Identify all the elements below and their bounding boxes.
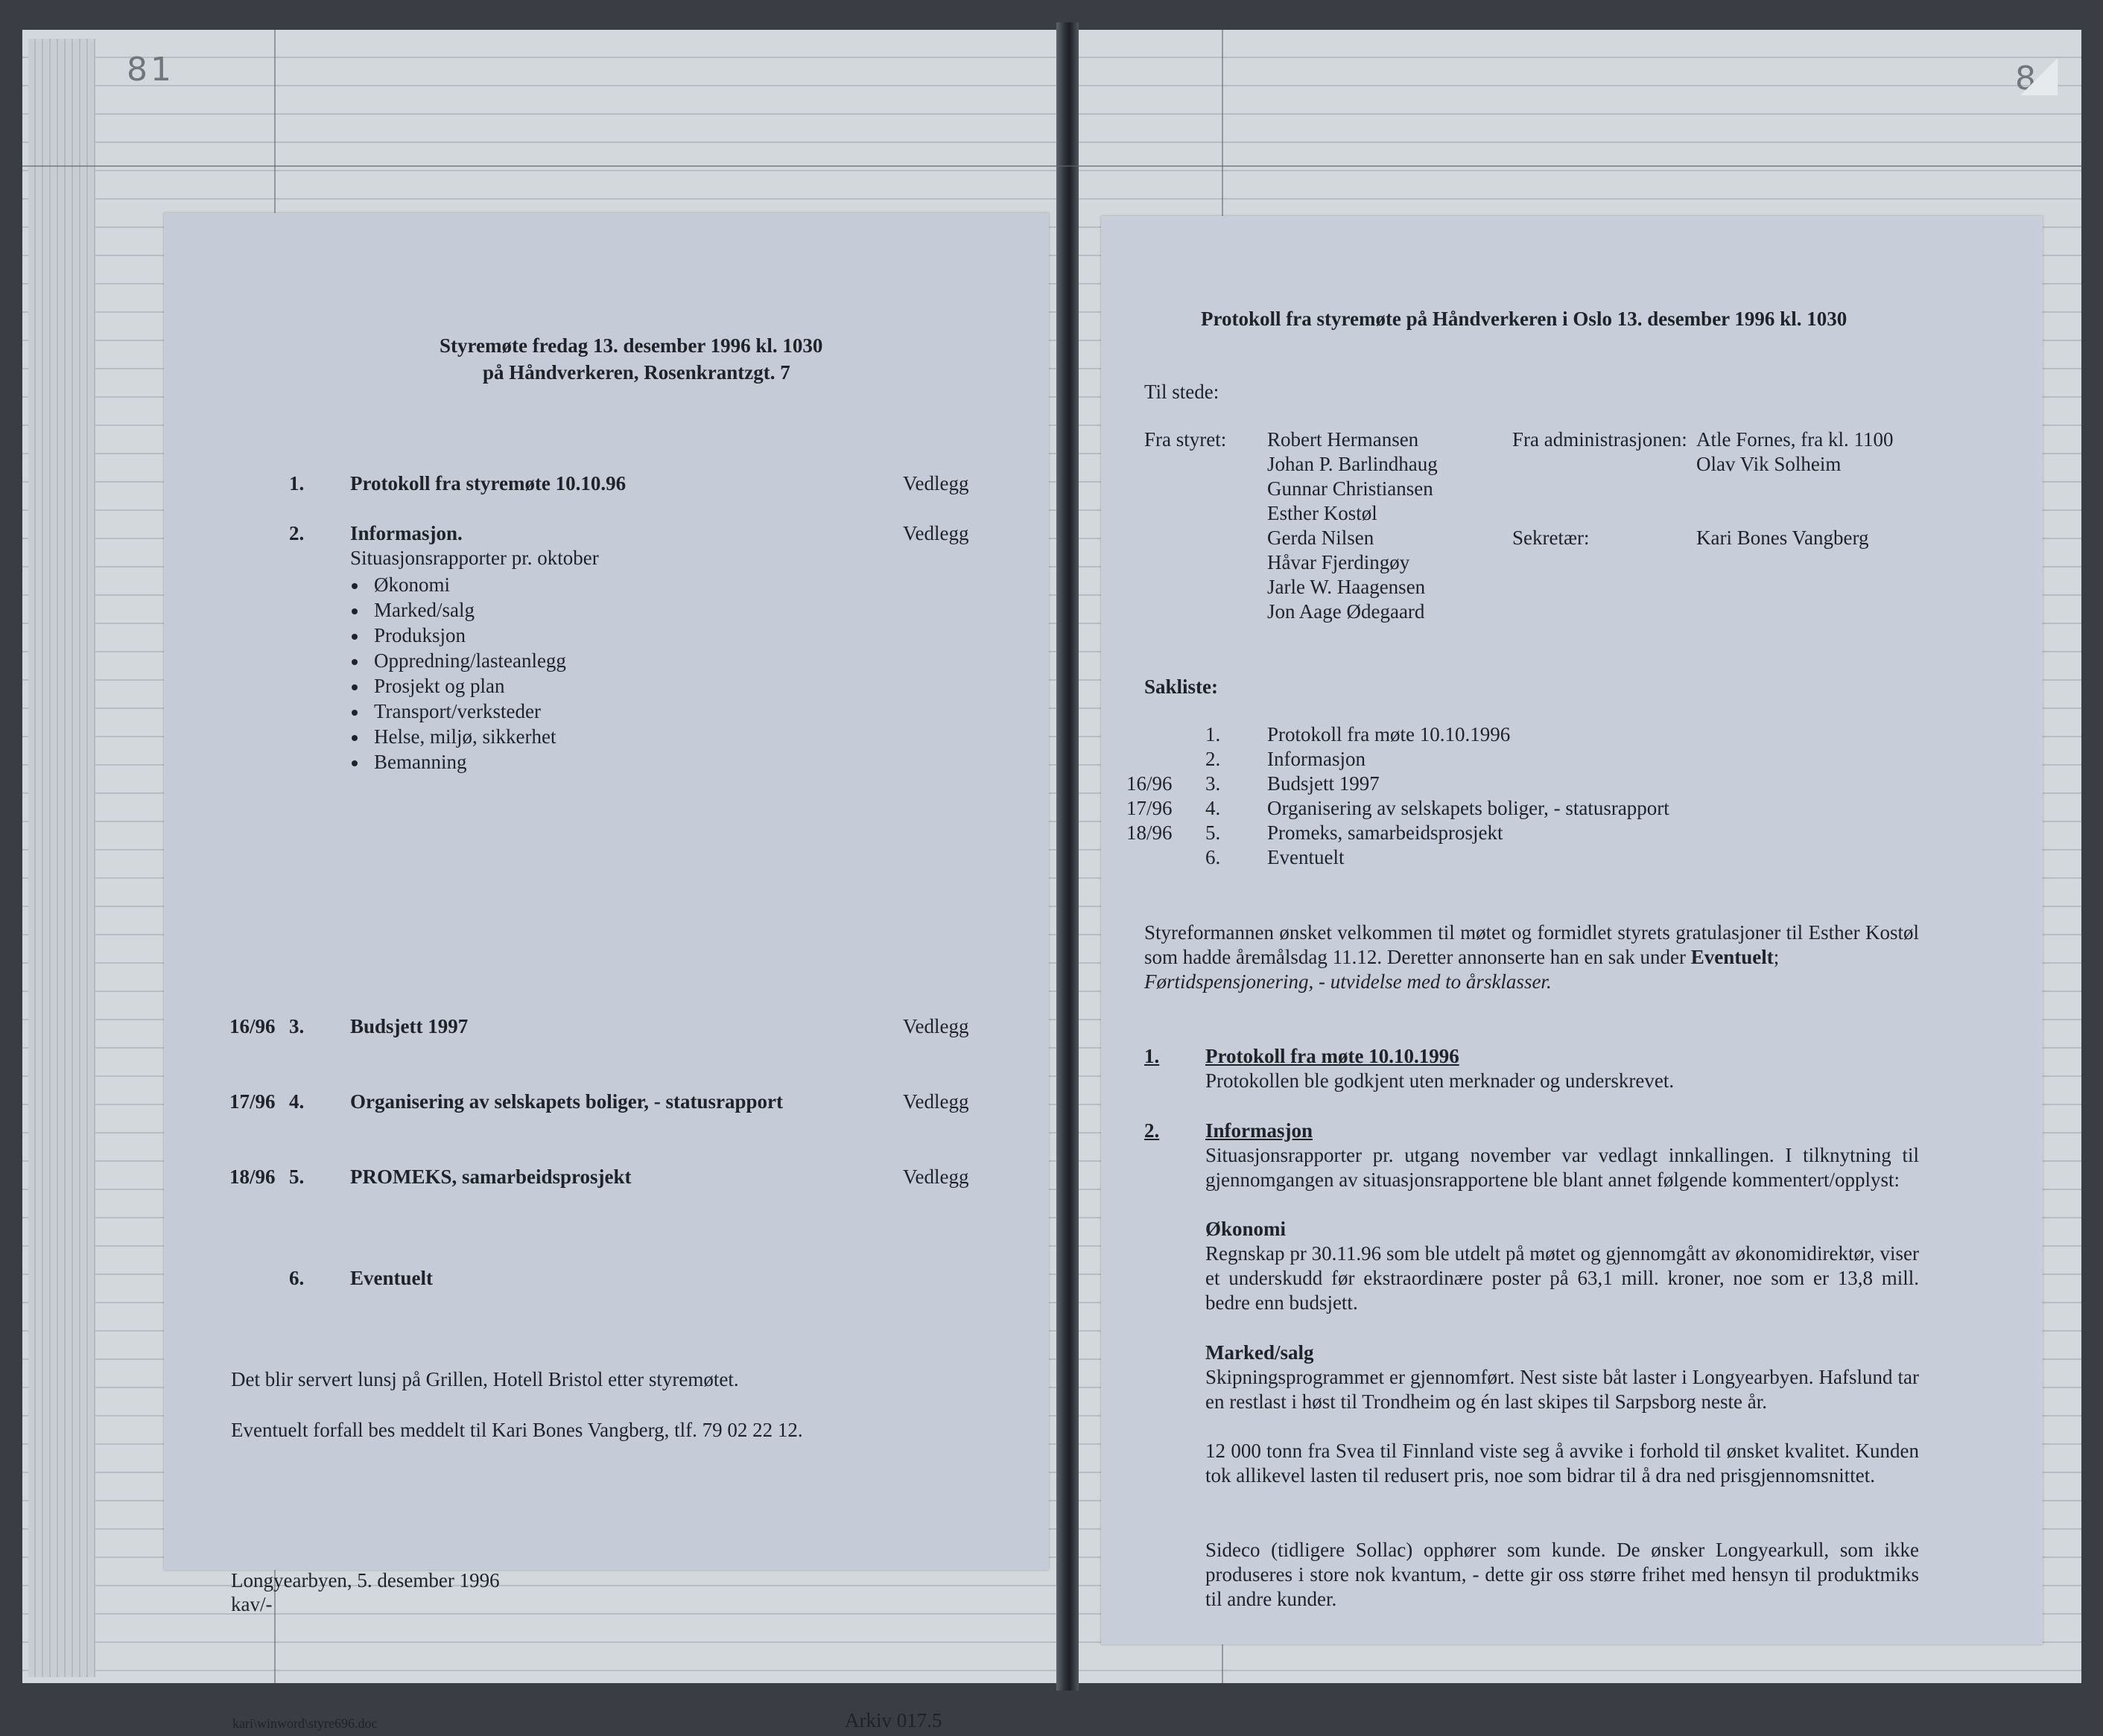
page-number-right: 8	[2015, 60, 2039, 98]
board-member: Robert Hermansen	[1267, 428, 1419, 451]
agenda-attachment-note: Vedlegg	[903, 1090, 969, 1113]
bullet-item: Produksjon	[350, 623, 566, 648]
page-number-left: 81	[127, 51, 174, 89]
folded-corner	[2020, 58, 2058, 95]
board-member: Esther Kostøl	[1267, 502, 1377, 524]
economy-heading: Økonomi	[1205, 1218, 1287, 1240]
notice-title-line2: på Håndverkeren, Rosenkrantzgt. 7	[483, 361, 790, 384]
bullet-item: Økonomi	[350, 572, 566, 597]
bullet-item: Transport/verksteder	[350, 699, 566, 724]
book-spine	[1056, 22, 1079, 1691]
secretary-name: Kari Bones Vangberg	[1696, 527, 1869, 549]
board-member: Johan P. Barlindhaug	[1267, 453, 1438, 475]
section-1-num: 1.	[1144, 1045, 1160, 1067]
bullet-item: Marked/salg	[350, 597, 566, 623]
agenda-num: 6.	[289, 1267, 305, 1289]
agenda-label: Sakliste:	[1144, 675, 1219, 698]
admin-member: Olav Vik Solheim	[1696, 453, 1842, 475]
page-edges	[28, 39, 95, 1677]
bullet-item: Helse, miljø, sikkerhet	[350, 724, 566, 749]
lunch-note: Det blir servert lunsj på Grillen, Hotell Bristol etter styremøtet.	[231, 1368, 739, 1390]
info-bullet-list	[350, 572, 566, 775]
absence-note: Eventuelt forfall bes meddelt til Kari Bones Vangberg, tlf. 79 02 22 12.	[231, 1419, 803, 1441]
ledger-header-line	[1067, 165, 2081, 167]
agenda-num: 3.	[289, 1015, 305, 1037]
agenda-num: 2.	[1205, 748, 1221, 770]
marketing-heading: Marked/salg	[1205, 1341, 1314, 1364]
marketing-paragraph-2: 12 000 tonn fra Svea til Finnland viste seg å avvike i forhold til ønsket kvalitet. Kunden tok allikevel lasten til redusert pris, noe som bidrar til å dra ned prisgjennomsnittet.	[1205, 1440, 1919, 1487]
archive-reference: Arkiv 017.5	[845, 1709, 942, 1732]
bullet-dot-icon	[352, 608, 358, 614]
ledger-header-line	[22, 165, 1067, 167]
agenda-num: 2.	[289, 522, 305, 544]
author-initials: kav/-	[231, 1593, 273, 1615]
intro-paragraph: Styreformannen ønsket velkommen til møtet og formidlet styrets gratulasjoner til Esther Kostøl som hadde åremålsdag 11.12. Deretter annonserte han en sak under Eventuelt; Førtidspensjonering, - utvidelse med to årsklasser.	[1144, 921, 1919, 993]
bullet-dot-icon	[352, 760, 358, 766]
admin-member-list	[1696, 427, 1893, 477]
section-2-text: Situasjonsrapporter pr. utgang november var vedlagt innkallingen. I tilknytning til gjennomgangen av situasjonsrapportene ble blant annet følgende kommentert/opplyst:	[1205, 1144, 1919, 1191]
agenda-title: Promeks, samarbeidsprosjekt	[1267, 821, 1503, 844]
agenda-title: Eventuelt	[350, 1267, 433, 1289]
file-path: kari\winword\styre696.doc	[232, 1716, 378, 1731]
meeting-notice-sheet	[164, 213, 1049, 1732]
present-label: Til stede:	[1144, 381, 1219, 403]
agenda-num: 5.	[289, 1166, 305, 1188]
section-2-title: Informasjon	[1205, 1119, 1313, 1142]
section-1-title: Protokoll fra møte 10.10.1996	[1205, 1045, 1459, 1067]
agenda-attachment-note: Vedlegg	[903, 472, 969, 495]
agenda-title: Informasjon.	[350, 522, 463, 544]
notice-title-line1: Styremøte fredag 13. desember 1996 kl. 1030	[440, 334, 823, 357]
agenda-case-number: 18/96	[229, 1166, 276, 1188]
minutes-sheet	[1101, 216, 2043, 1644]
agenda-num: 3.	[1205, 772, 1221, 795]
agenda-num: 5.	[1205, 821, 1221, 844]
agenda-num: 6.	[1205, 846, 1221, 868]
marketing-paragraph-3: Sideco (tidligere Sollac) opphører som kunde. De ønsker Longyearkull, som ikke produseres i store nok kvantum, - dette gir oss større frihet med hensyn til produktmiks til andre kunder.	[1205, 1539, 1919, 1610]
agenda-num: 4.	[289, 1090, 305, 1113]
board-label: Fra styret:	[1144, 428, 1227, 451]
bullet-dot-icon	[352, 710, 358, 716]
agenda-title: Budsjett 1997	[350, 1015, 469, 1037]
agenda-title: Protokoll fra styremøte 10.10.96	[350, 472, 627, 495]
economy-text: Regnskap pr 30.11.96 som ble utdelt på møtet og gjennomgått av økonomidirektør, viser et underskudd før ekstraordinære poster på 63,1 mill. kroner, noe som er 13,8 mill. bedre enn budsjett.	[1205, 1242, 1919, 1314]
agenda-case-number: 18/96	[1126, 821, 1173, 844]
agenda-case-number: 17/96	[229, 1090, 276, 1113]
bullet-item: Oppredning/lasteanlegg	[350, 648, 566, 673]
agenda-num: 1.	[289, 472, 305, 495]
agenda-attachment-note: Vedlegg	[903, 522, 969, 544]
section-1-text: Protokollen ble godkjent uten merknader og underskrevet.	[1205, 1069, 1675, 1092]
admin-label: Fra administrasjonen:	[1512, 428, 1687, 451]
agenda-title: Budsjett 1997	[1267, 772, 1380, 795]
agenda-num: 4.	[1205, 797, 1221, 819]
agenda-attachment-note: Vedlegg	[903, 1015, 969, 1037]
bullet-item: Prosjekt og plan	[350, 673, 566, 699]
secretary-label: Sekretær:	[1512, 527, 1590, 549]
agenda-title: Organisering av selskapets boliger, - statusrapport	[350, 1090, 784, 1113]
place-date: Longyearbyen, 5. desember 1996	[231, 1569, 500, 1592]
board-member: Håvar Fjerdingøy	[1267, 551, 1410, 573]
board-member-list	[1267, 427, 1438, 624]
agenda-title: PROMEKS, samarbeidsprosjekt	[350, 1166, 632, 1188]
agenda-case-number: 16/96	[1126, 772, 1173, 795]
agenda-case-number: 17/96	[1126, 797, 1173, 819]
bullet-dot-icon	[352, 583, 358, 589]
section-2-num: 2.	[1144, 1119, 1160, 1142]
bullet-item: Bemanning	[350, 749, 566, 775]
minutes-title: Protokoll fra styremøte på Håndverkeren i Oslo 13. desember 1996 kl. 1030	[1201, 308, 1847, 330]
board-member: Jarle W. Haagensen	[1267, 576, 1426, 598]
board-member: Gerda Nilsen	[1267, 527, 1374, 549]
bullet-dot-icon	[352, 659, 358, 665]
agenda-case-number: 16/96	[229, 1015, 276, 1037]
agenda-num: 1.	[1205, 723, 1221, 745]
board-member: Gunnar Christiansen	[1267, 477, 1433, 500]
agenda-title: Informasjon	[1267, 748, 1365, 770]
agenda-title: Organisering av selskapets boliger, - statusrapport	[1267, 797, 1669, 819]
marketing-paragraph-1: Skipningsprogrammet er gjennomført. Nest siste båt laster i Longyearbyen. Hafslund tar en restlast i høst til Trondheim og én last skipes til Sarpsborg neste år.	[1205, 1366, 1919, 1413]
bullet-dot-icon	[352, 634, 358, 640]
bullet-dot-icon	[352, 684, 358, 690]
bullet-dot-icon	[352, 735, 358, 741]
board-member: Jon Aage Ødegaard	[1267, 600, 1425, 623]
agenda-title: Protokoll fra møte 10.10.1996	[1267, 723, 1511, 745]
agenda-attachment-note: Vedlegg	[903, 1166, 969, 1188]
admin-member: Atle Fornes, fra kl. 1100	[1696, 428, 1894, 451]
agenda-title: Eventuelt	[1267, 846, 1345, 868]
info-subtitle: Situasjonsrapporter pr. oktober	[350, 547, 599, 569]
